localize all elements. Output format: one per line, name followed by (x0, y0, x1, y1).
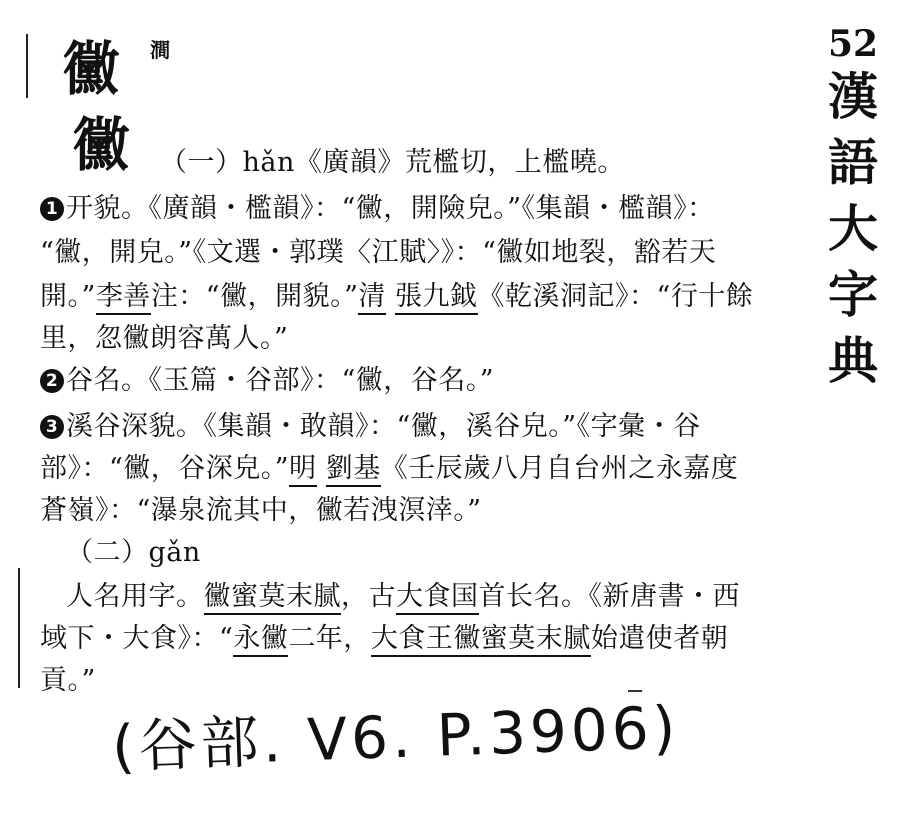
name-da-shi-guo: 大食国 (396, 581, 479, 615)
sense-number-3: 3 (40, 415, 64, 439)
entry-line-11 (66, 580, 740, 614)
line-8-seg-b (317, 453, 326, 484)
title-char-1: 漢 (828, 67, 878, 126)
dynasty-qing: 清 (358, 281, 386, 315)
head-character-small: 澗 (150, 38, 170, 62)
era-yong-gan: 永黴 (233, 623, 288, 657)
dynasty-ming: 明 (289, 453, 317, 487)
line-4-seg-c (386, 281, 395, 312)
entry-line-sense-3 (40, 410, 701, 444)
title-char-2: 語 (828, 133, 878, 192)
entry-line-9: 蒼嶺》：“瀑泉流其中，黴若洩溟涬。” (40, 495, 482, 526)
entry-line-pronunciation-2: （二）gǎn (66, 537, 201, 568)
entry-line-3: “黴，開皃。”《文選・郭璞〈江賦〉》：“黴如地裂，豁若天 (40, 237, 717, 268)
entry-line-sense-2 (40, 364, 494, 398)
sense-2-text: 谷名。《玉篇・谷部》：“黴，谷名。” (66, 365, 495, 396)
name-gan-mi-mo-mo-ni-2: 黴蜜莫末腻 (453, 623, 591, 657)
name-zhang-jiu-yue: 張九鉞 (395, 281, 478, 315)
line-12-seg-d: 始遣使者朝 (590, 623, 729, 654)
line-11-seg-a: 人名用字。 (66, 581, 204, 612)
dictionary-title-column (818, 24, 888, 394)
line-12-seg-b: 二年， (288, 623, 371, 654)
sense-number-1: 1 (40, 197, 64, 221)
line-4-seg-b: 注：“黴，開貌。” (150, 281, 359, 312)
sense-number-2: 2 (40, 369, 64, 393)
line-11-seg-c: 首长名。《新唐書・西 (478, 581, 740, 612)
page-number: 52 (827, 23, 879, 65)
head-character-second: 黴 (72, 111, 131, 179)
left-margin-line-top (26, 34, 28, 98)
title-char-5: 典 (828, 331, 878, 390)
line-12-seg-a: 域下・大食》：“ (40, 623, 234, 654)
name-da-shi-wang: 大食王 (371, 623, 454, 657)
scan-dash (628, 690, 642, 692)
name-liu-ji: 劉基 (326, 453, 381, 487)
handwritten-note: (谷部. V6. P.3906) (110, 693, 681, 781)
entry-line-12 (40, 622, 728, 656)
line-8-seg-a: 部》：“黴，谷深皃。” (40, 453, 290, 484)
entry-line-8 (40, 452, 738, 486)
name-li-shan: 李善 (96, 281, 151, 315)
entry-line-pronunciation-1: （一）hǎn《廣韻》荒檻切，上檻曉。 (160, 147, 625, 178)
head-character-large: 黴 (62, 35, 121, 103)
line-8-seg-c: 《壬辰歲八月自台州之永嘉度 (380, 453, 739, 484)
line-4-seg-d: 《乾溪洞記》：“行十餘 (477, 281, 754, 312)
entry-line-4 (40, 280, 753, 314)
title-char-3: 大 (828, 199, 878, 258)
sense-1-text: 开貌。《廣韻・檻韻》：“黴，開險皃。”《集韻・檻韻》： (66, 193, 715, 224)
title-char-4: 字 (828, 265, 878, 324)
sense-3-text: 溪谷深貌。《集韻・敢韻》：“黴，溪谷皃。”《字彙・谷 (66, 411, 701, 442)
entry-line-sense-1 (40, 192, 715, 226)
entry-line-5: 里，忽黴朗容萬人。” (40, 323, 289, 354)
line-4-seg-a: 開。” (40, 281, 96, 312)
line-11-seg-b: ，古 (341, 581, 396, 612)
left-margin-line-bottom (18, 568, 20, 688)
entry-line-13: 貢。” (40, 665, 96, 696)
name-gan-mi-mo-mo-ni: 黴蜜莫末腻 (204, 581, 342, 615)
